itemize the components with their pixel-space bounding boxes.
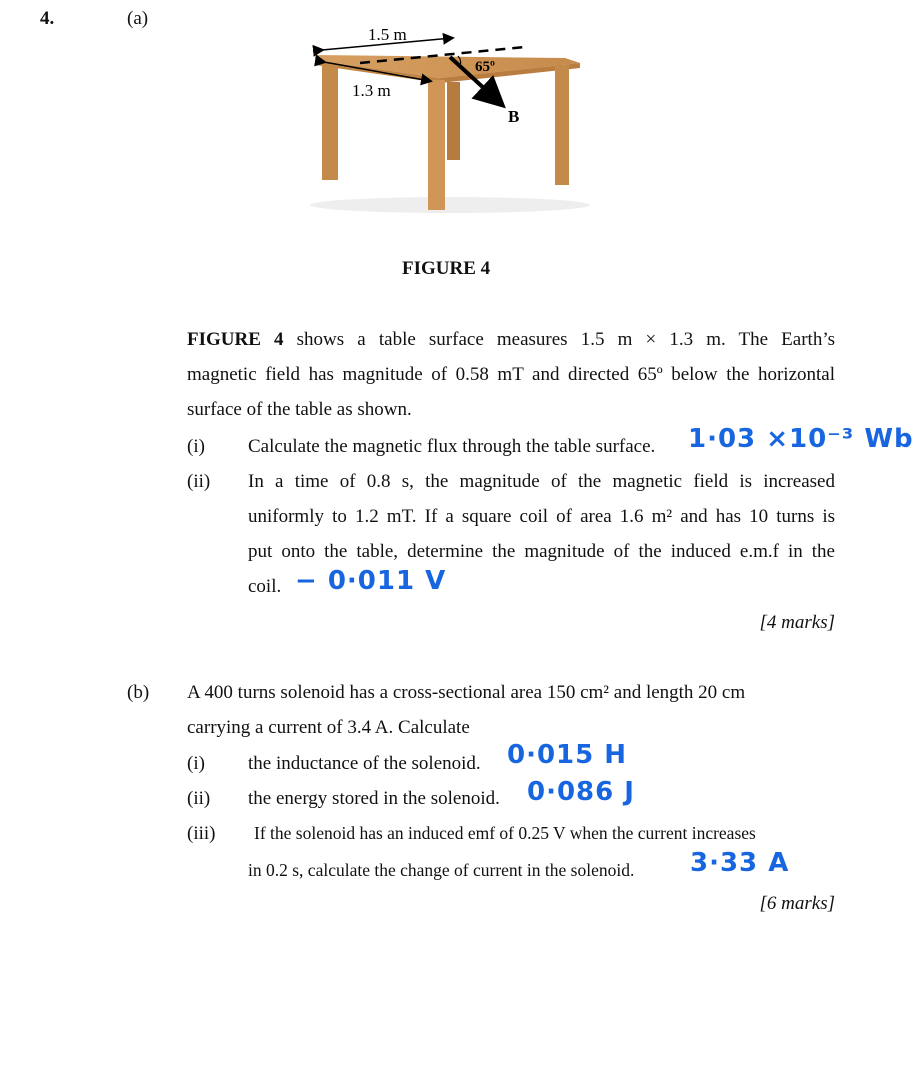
table-leg [555,65,569,185]
handwritten-answer-b-i: 0·015 H [507,740,628,770]
width-label: 1.3 m [352,81,391,100]
table-leg [447,82,460,160]
b-sub-ii-text: the energy stored in the solenoid. [248,788,500,809]
intro-line-2: magnetic field has magnitude of 0.58 mT and directed 65º below the horizontal [187,364,835,385]
question-number: 4. [40,8,55,29]
b-sub-i-label: (i) [187,753,205,774]
sub-ii-label: (ii) [187,471,211,492]
b-sub-iii-line-1: If the solenoid has an induced emf of 0.25 V when the current increases [254,823,756,843]
part-b-label: (b) [127,682,150,703]
b-sub-iii-label: (iii) [187,823,216,844]
sub-i-text: Calculate the magnetic flux through the table surface. [248,436,656,457]
marks-a: [4 marks] [759,612,835,633]
intro-line-3: surface of the table as shown. [187,399,412,420]
marks-b: [6 marks] [759,893,835,914]
table-leg [322,64,338,180]
field-label: B [508,107,520,126]
part-b-intro-2: carrying a current of 3.4 A. Calculate [187,717,470,738]
length-label: 1.5 m [368,25,407,44]
b-sub-ii-label: (ii) [187,788,211,809]
figure-reference: FIGURE 4 [187,329,284,350]
table-leg [428,80,445,210]
part-a-label: (a) [127,8,149,29]
handwritten-answer-b-iii: 3·33 A [690,848,790,878]
figure-caption: FIGURE 4 [402,258,491,279]
intro-line-1: FIGURE 4 shows a table surface measures 1.5 m × 1.3 m. The Earth’s [187,329,835,350]
sub-i-label: (i) [187,436,205,457]
angle-label: 65º [475,59,495,75]
sub-ii-line-4: coil. [248,576,282,597]
sub-ii-line-1: In a time of 0.8 s, the magnitude of the magnetic field is increased [248,471,835,492]
b-sub-i-text: the inductance of the solenoid. [248,753,481,774]
sub-ii-line-3: put onto the table, determine the magnitude of the induced e.m.f in the [248,541,835,562]
part-b-intro-1: A 400 turns solenoid has a cross-sectional area 150 cm² and length 20 cm [187,682,746,703]
figure-table-diagram [300,20,600,220]
handwritten-answer-a-ii: − 0·011 V [295,566,447,596]
sub-ii-line-2: uniformly to 1.2 mT. If a square coil of area 1.6 m² and has 10 turns is [248,506,835,527]
handwritten-answer-a-i: 1·03 ×10⁻³ Wb [688,424,914,454]
handwritten-answer-b-ii: 0·086 J [527,777,635,807]
b-sub-iii-line-2: in 0.2 s, calculate the change of current in the solenoid. [248,860,635,880]
